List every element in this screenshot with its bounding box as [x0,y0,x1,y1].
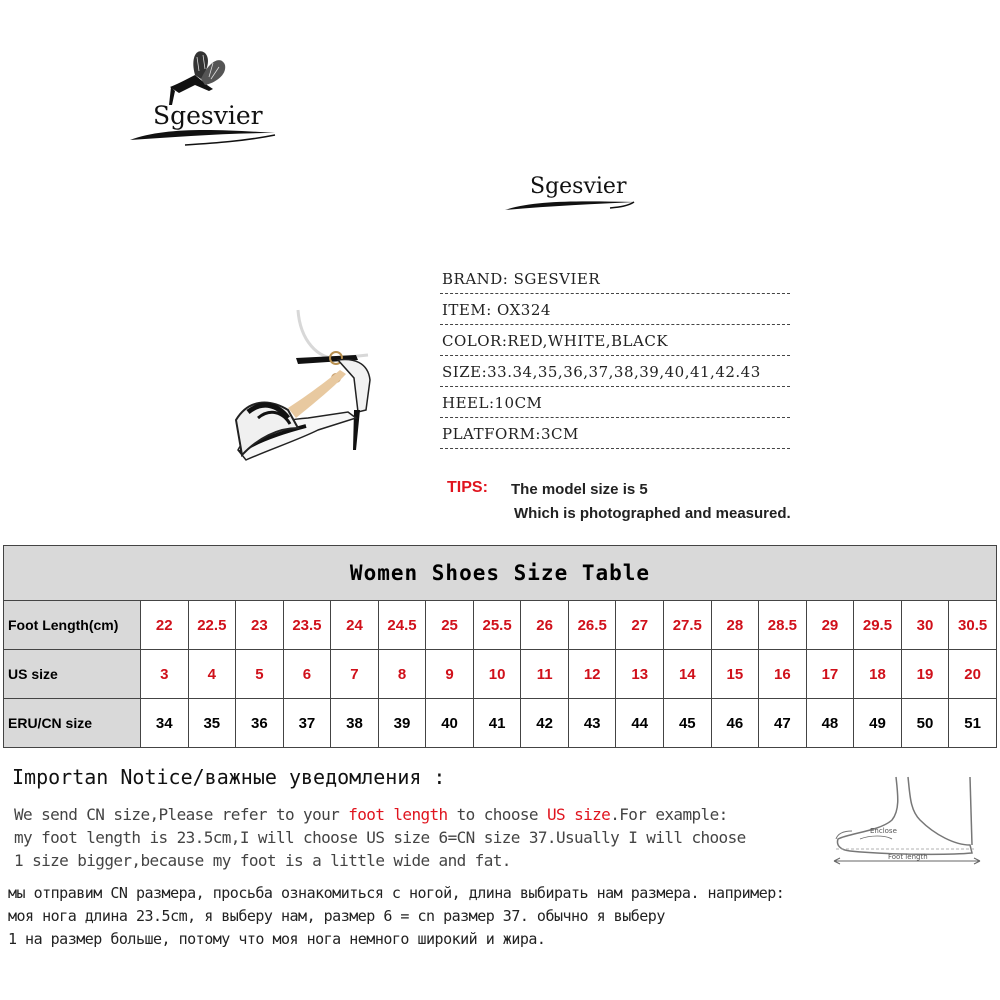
notice-en-line-1: We send CN size,Please refer to your foot length to choose US size.For example: [14,805,728,824]
table-cell: 24 [331,601,379,650]
notice-ru-line-2: моя нога длина 23.5cm, я выберу нам, размер 6 = cn размер 37. обычно я выберу [8,907,665,925]
spec-item: ITEM: OX324 [440,298,790,325]
table-title: Women Shoes Size Table [4,546,997,601]
table-cell: 29 [806,601,854,650]
spec-heel: HEEL:10CM [440,391,790,418]
table-cell: 34 [141,699,189,748]
table-cell: 13 [616,650,664,699]
brand-logo-text: Sgesvier [530,174,627,199]
table-cell: 51 [949,699,997,748]
table-cell: 23 [236,601,284,650]
foot-measurement-diagram [830,775,990,870]
table-cell: 26.5 [568,601,616,650]
table-cell: 17 [806,650,854,699]
table-cell: 28 [711,601,759,650]
size-table [3,545,997,748]
table-cell: 27 [616,601,664,650]
table-cell: 26 [521,601,569,650]
notice-en-line-3: 1 size bigger,because my foot is a little wide and fat. [14,851,511,870]
spec-brand: BRAND: SGESVIER [440,267,790,294]
table-cell: 43 [568,699,616,748]
brand-logo-large [125,45,285,155]
table-cell: 11 [521,650,569,699]
table-cell: 47 [759,699,807,748]
row-header: ERU/CN size [4,699,141,748]
table-cell: 16 [759,650,807,699]
tips-line-2: Which is photographed and measured. [514,505,791,522]
tips-line-1: The model size is 5 [511,481,648,498]
table-cell: 8 [378,650,426,699]
table-cell: 37 [283,699,331,748]
spec-size: SIZE:33.34,35,36,37,38,39,40,41,42.43 [440,360,790,387]
row-header: US size [4,650,141,699]
table-cell: 35 [188,699,236,748]
foot-outline-icon [830,775,990,870]
table-cell: 44 [616,699,664,748]
table-cell: 39 [378,699,426,748]
table-row-foot-length [4,601,997,650]
notice-ru-line-3: 1 на размер больше, потому что моя нога немного широкий и жира. [8,930,546,948]
table-cell: 36 [236,699,284,748]
table-cell: 25 [426,601,474,650]
table-cell: 4 [188,650,236,699]
table-cell: 46 [711,699,759,748]
table-row-eu-cn-size [4,699,997,748]
table-cell: 38 [331,699,379,748]
table-cell: 40 [426,699,474,748]
table-title-row [4,546,997,601]
table-cell: 28.5 [759,601,807,650]
table-cell: 22.5 [188,601,236,650]
table-cell: 12 [568,650,616,699]
brand-logo-small [500,168,640,218]
table-cell: 41 [473,699,521,748]
table-cell: 48 [806,699,854,748]
table-cell: 23.5 [283,601,331,650]
tips-label: TIPS: [447,479,488,496]
row-header: Foot Length(cm) [4,601,141,650]
table-cell: 24.5 [378,601,426,650]
table-cell: 15 [711,650,759,699]
table-cell: 27.5 [664,601,712,650]
table-cell: 5 [236,650,284,699]
table-cell: 25.5 [473,601,521,650]
butterfly-heel-icon [125,45,285,155]
table-cell: 7 [331,650,379,699]
table-cell: 29.5 [854,601,902,650]
highlight-us-size: US size [546,805,611,824]
table-cell: 19 [901,650,949,699]
table-cell: 30 [901,601,949,650]
table-cell: 9 [426,650,474,699]
table-cell: 49 [854,699,902,748]
spec-platform: PLATFORM:3CM [440,422,790,449]
table-cell: 3 [141,650,189,699]
table-cell: 6 [283,650,331,699]
table-cell: 45 [664,699,712,748]
brand-logo-text: Sgesvier [153,101,263,130]
table-cell: 18 [854,650,902,699]
spec-color: COLOR:RED,WHITE,BLACK [440,329,790,356]
foot-length-label: Foot length [888,853,928,861]
table-cell: 42 [521,699,569,748]
highlight-foot-length: foot length [348,805,448,824]
table-cell: 10 [473,650,521,699]
product-shoe-image [228,300,418,490]
table-cell: 50 [901,699,949,748]
table-cell: 30.5 [949,601,997,650]
table-cell: 20 [949,650,997,699]
high-heel-sandal-icon [228,300,418,490]
notice-en-line-2: my foot length is 23.5cm,I will choose US size 6=CN size 37.Usually I will choose [14,828,746,847]
table-cell: 22 [141,601,189,650]
table-row-us-size [4,650,997,699]
notice-ru-line-1: мы отправим CN размера, просьба ознакомиться с ногой, длина выбирать нам размера. например: [8,884,785,902]
table-cell: 14 [664,650,712,699]
notice-title: Importan Notice/важные уведомления : [12,765,446,789]
enclose-label: Enclose [870,827,897,835]
